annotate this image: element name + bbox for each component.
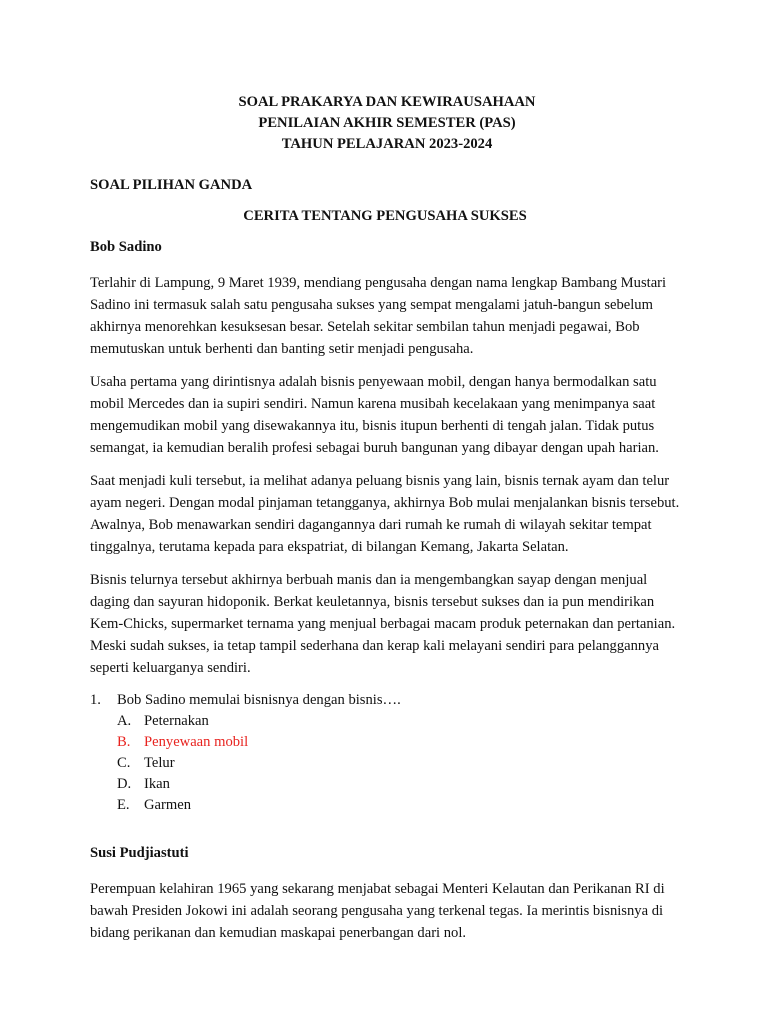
option-text: Ikan [144,776,170,792]
paragraph: Saat menjadi kuli tersebut, ia melihat adanya peluang bisnis yang lain, bisnis ternak ayam dan telur ayam negeri. Dengan modal pinjaman tetangganya, akhirnya Bob mulai menjalankan bisnis tersebut. Awalnya, Bob menawarkan sendiri dagangannya dari rumah ke rumah di wilayah sekitar tempat tinggalnya, terutama kepada para ekspatriat, di bilangan Kemang, Jakarta Selatan. [90,473,680,555]
answer-options [117,711,680,816]
header-line-3: TAHUN PELAJARAN 2023-2024 [281,136,493,152]
option-text: Peternakan [144,713,209,729]
option-b-correct [117,732,680,753]
question-number: 1. [90,692,101,708]
option-text: Garmen [144,797,192,813]
option-e [117,795,680,816]
option-letter: D. [117,776,132,792]
document-header [94,92,680,155]
header-line-2: PENILAIAN AKHIR SEMESTER (PAS) [258,115,516,131]
question-1 [90,689,680,816]
option-letter: E. [117,797,130,813]
option-d [117,774,680,795]
question-text: Bob Sadino memulai bisnisnya dengan bisnis…. [117,692,401,708]
option-c [117,753,680,774]
option-letter: B. [117,734,131,750]
person-name-bob-sadino: Bob Sadino [90,239,162,255]
header-line-1: SOAL PRAKARYA DAN KEWIRAUSAHAAN [238,94,536,110]
option-text: Penyewaan mobil [144,734,249,750]
option-a [117,711,680,732]
document-page [90,92,680,944]
option-text: Telur [144,755,175,771]
section-title: SOAL PILIHAN GANDA [90,177,253,193]
paragraph: Bisnis telurnya tersebut akhirnya berbuah manis dan ia mengembangkan sayap dengan menjual daging dan sayuran hidoponik. Berkat keuletannya, bisnis tersebut sukses dan ia pun mendirikan Kem-Chicks, supermarket ternama yang menjual berbagai macam produk peternakan dan pertanian. Meski sudah sukses, ia tetap tampil sederhana dan kerap kali melayani sendiri para pelanggannya seperti keluarganya sendiri. [90,572,676,676]
story-title: CERITA TENTANG PENGUSAHA SUKSES [243,208,527,224]
question-line [90,689,680,711]
option-letter: A. [117,713,132,729]
paragraph: Usaha pertama yang dirintisnya adalah bisnis penyewaan mobil, dengan hanya bermodalkan satu mobil Mercedes dan ia supiri sendiri. Namun karena musibah kecelakaan yang menimpanya saat mengemudikan mobil yang disewakannya itu, bisnis itupun berhenti di tengah jalan. Tidak putus semangat, ia kemudian beralih profesi sebagai buruh bangunan yang dibayar dengan upah harian. [90,374,659,456]
option-letter: C. [117,755,131,771]
paragraph: Terlahir di Lampung, 9 Maret 1939, mendiang pengusaha dengan nama lengkap Bambang Mustari Sadino ini termasuk salah satu pengusaha sukses yang sempat mengalami jatuh-bangun sebelum akhirnya menorehkan kesuksesan besar. Setelah sekitar sembilan tahun menjadi pegawai, Bob memutuskan untuk berhenti dan banting setir menjadi pengusaha. [90,275,667,357]
paragraph: Perempuan kelahiran 1965 yang sekarang menjabat sebagai Menteri Kelautan dan Perikanan RI di bawah Presiden Jokowi ini adalah seorang pengusaha yang terkenal tegas. Ia merintis bisnisnya di bidang perikanan dan kemudian maskapai penerbangan dari nol. [90,881,665,941]
person-name-susi-pudjiastuti: Susi Pudjiastuti [90,845,189,861]
